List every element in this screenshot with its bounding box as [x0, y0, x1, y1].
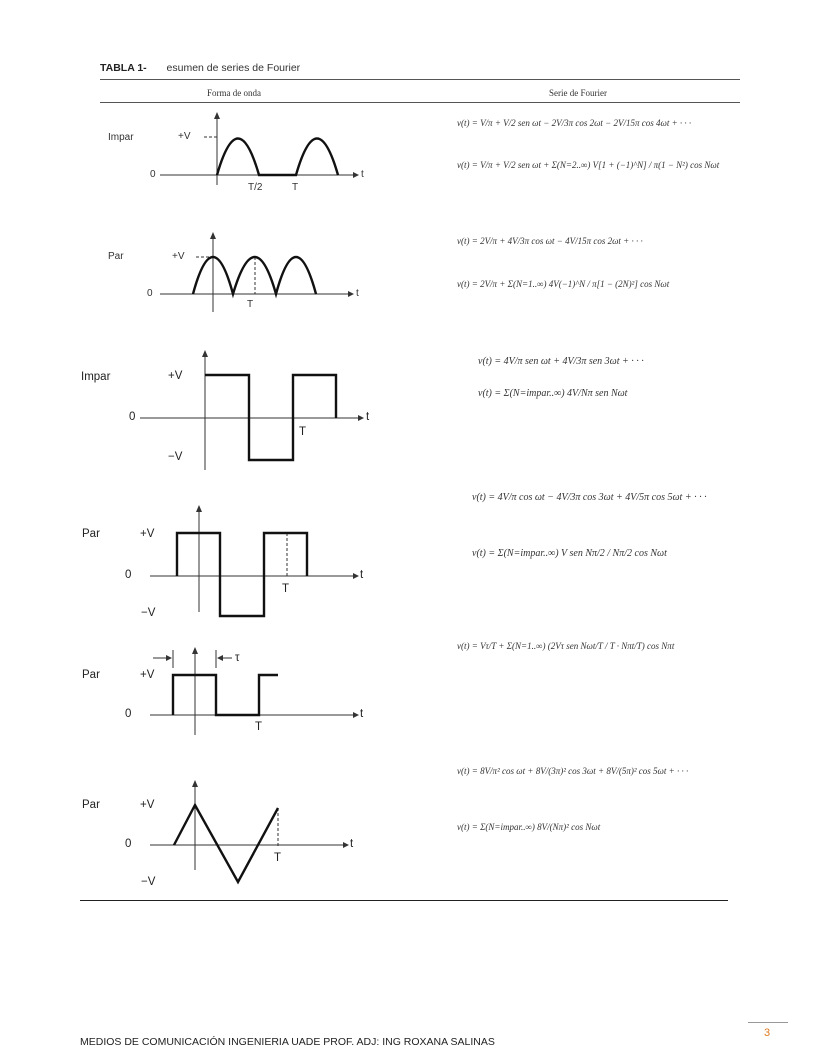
row3-label-time: t [366, 411, 370, 423]
row6-label-minus-v: −V [141, 876, 156, 888]
row2-equation-expanded: v(t) = 2V/π + 4V/3π cos ωt − 4V/15π cos 2ωt + · · · [457, 236, 643, 246]
row2-label-time: t [356, 288, 359, 299]
row4-parity: Par [82, 528, 100, 540]
row2-label-plus-v: +V [172, 251, 185, 262]
row6-label-plus-v: +V [140, 799, 155, 811]
row6-label-zero: 0 [125, 838, 132, 850]
waveform-triangle [150, 780, 349, 882]
row3-parity: Impar [81, 371, 111, 383]
row3-label-zero: 0 [129, 411, 136, 423]
row2-label-period: T [247, 299, 254, 310]
row4-label-zero: 0 [125, 569, 132, 581]
row3-equation-expanded: v(t) = 4V/π sen ωt + 4V/3π sen 3ωt + · · · [478, 356, 644, 367]
row3-label-minus-v: −V [168, 451, 183, 463]
row5-label-tau: τ [235, 652, 240, 664]
table-bottom-rule [80, 900, 728, 901]
row3-equation-summation: v(t) = Σ(N=impar..∞) 4V/Nπ sen Nωt [478, 388, 628, 399]
row4-label-minus-v: −V [141, 607, 156, 619]
row5-label-time: t [360, 708, 364, 720]
row5-label-zero: 0 [125, 708, 132, 720]
row6-equation-expanded: v(t) = 8V/π² cos ωt + 8V/(3π)² cos 3ωt + 8V/(5π)² cos 5ωt + · · · [457, 766, 689, 776]
table-number: TABLA 1- [100, 62, 147, 74]
row5-label-period: T [255, 721, 263, 733]
row6-label-period: T [274, 852, 282, 864]
row5-label-plus-v: +V [140, 669, 155, 681]
waveform-square-even [150, 505, 359, 616]
waveform-half-wave-rectified [160, 112, 359, 185]
row1-parity: Impar [108, 132, 134, 143]
col-header-series: Serie de Fourier [549, 88, 607, 98]
row1-label-zero: 0 [150, 169, 156, 180]
col-header-waveform: Forma de onda [207, 88, 261, 98]
page-number: 3 [764, 1027, 771, 1039]
row2-parity: Par [108, 251, 124, 262]
row6-equation-summation: v(t) = Σ(N=impar..∞) 8V/(Nπ)² cos Nωt [457, 822, 601, 832]
row1-label-time: t [361, 169, 364, 180]
row5-parity: Par [82, 669, 100, 681]
row2-label-zero: 0 [147, 288, 153, 299]
row6-parity: Par [82, 799, 100, 811]
table-caption: esumen de series de Fourier [166, 62, 301, 74]
row1-label-period: T [292, 182, 299, 193]
row1-label-half-period: T/2 [248, 182, 263, 193]
row3-label-period: T [299, 426, 307, 438]
row1-label-plus-v: +V [178, 131, 191, 142]
row1-equation-expanded: v(t) = V/π + V/2 sen ωt − 2V/3π cos 2ωt − 2V/15π cos 4ωt + · · · [457, 118, 692, 128]
row4-label-period: T [282, 583, 290, 595]
row3-label-plus-v: +V [168, 370, 183, 382]
row4-label-time: t [360, 569, 364, 581]
row2-equation-summation: v(t) = 2V/π + Σ(N=1..∞) 4V(−1)^N / π[1 − (2N)²] cos Nωt [457, 279, 670, 289]
page-footer: MEDIOS DE COMUNICACIÓN INGENIERIA UADE PROF. ADJ: ING ROXANA SALINAS [80, 1036, 495, 1048]
waveform-full-wave-rectified [160, 232, 354, 312]
page-number-rule [748, 1022, 788, 1023]
row4-equation-expanded: v(t) = 4V/π cos ωt − 4V/3π cos 3ωt + 4V/5π cos 5ωt + · · · [472, 492, 707, 503]
row6-label-time: t [350, 838, 354, 850]
row5-equation-summation: v(t) = Vτ/T + Σ(N=1..∞) (2Vτ sen Nωt/T / T · Nπt/T) cos Nπt [457, 641, 675, 651]
row4-equation-summation: v(t) = Σ(N=impar..∞) V sen Nπ/2 / Nπ/2 cos Nωt [472, 548, 667, 559]
row1-equation-summation: v(t) = V/π + V/2 sen ωt + Σ(N=2..∞) V[1 + (−1)^N] / π(1 − N²) cos Nωt [457, 160, 720, 170]
row4-label-plus-v: +V [140, 528, 155, 540]
